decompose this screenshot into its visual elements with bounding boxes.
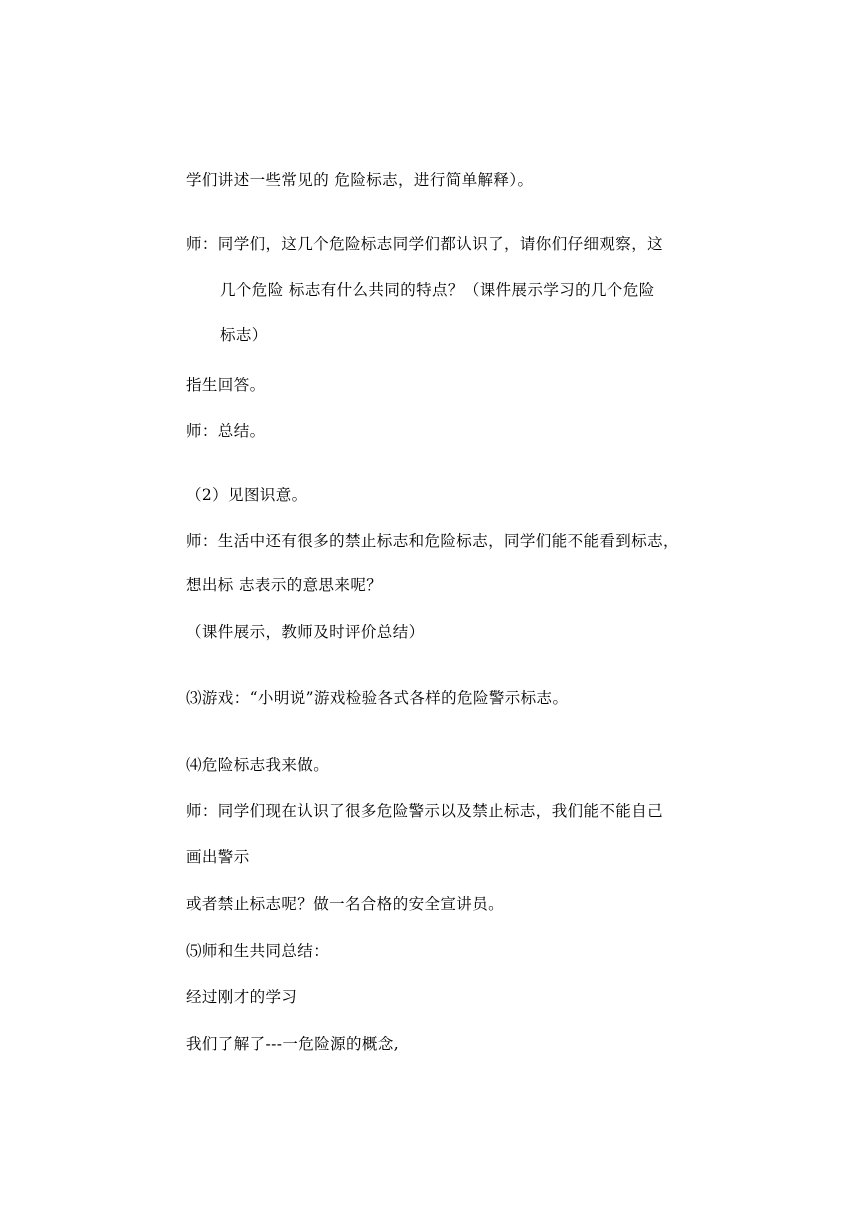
text-line: ⑸师和生共同总结： xyxy=(186,942,330,960)
text-line: 师：同学们，这几个危险标志同学们都认识了，请你们仔细观察，这 xyxy=(186,235,664,253)
text-line: 经过刚才的学习 xyxy=(186,988,298,1006)
text-line: 画出警示 xyxy=(186,848,250,866)
text-line: 几个危险 标志有什么共同的特点？（课件展示学习的几个危险 xyxy=(220,281,655,299)
text-line: 想出标 志表示的意思来呢？ xyxy=(186,576,383,594)
text-line: 师：总结。 xyxy=(186,422,266,440)
text-line: 师：同学们现在认识了很多危险警示以及禁止标志，我们能不能自己 xyxy=(186,802,664,820)
text-line: 我们了解了---一危险源的概念, xyxy=(186,1035,400,1053)
text-line: （课件展示，教师及时评价总结） xyxy=(186,623,425,641)
text-line: ⑶游戏：“小明说”游戏检验各式各样的危险警示标志。 xyxy=(186,689,569,707)
text-line: 学们讲述一些常见的 危险标志，进行简单解释）。 xyxy=(186,171,534,189)
text-line: 标志） xyxy=(220,326,268,344)
text-line: 或者禁止标志呢？做一名合格的安全宣讲员。 xyxy=(186,895,505,913)
text-line: （2）见图识意。 xyxy=(186,486,308,504)
text-line: 师：生活中还有很多的禁止标志和危险标志，同学们能不能看到标志， xyxy=(186,532,679,550)
text-line: ⑷危险标志我来做。 xyxy=(186,756,330,774)
text-line: 指生回答。 xyxy=(186,376,266,394)
